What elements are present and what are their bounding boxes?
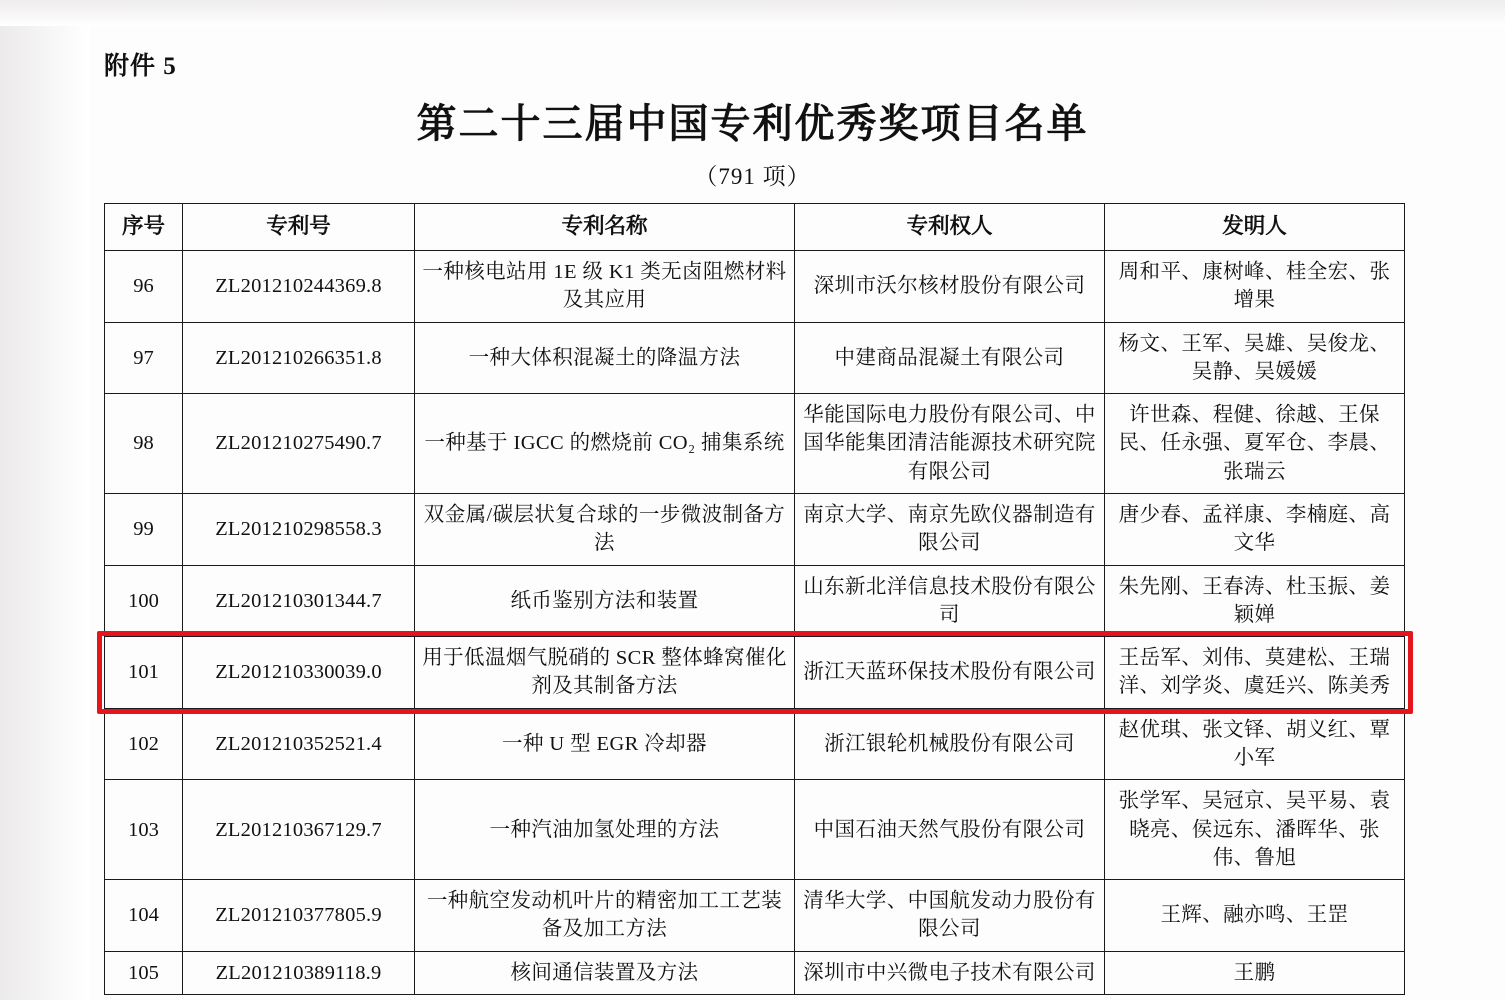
cell-patent-id: ZL201210244369.8 — [183, 251, 415, 323]
cell-inventors: 王鹏 — [1105, 951, 1405, 994]
table-row — [105, 493, 1405, 565]
cell-owner: 清华大学、中国航发动力股份有限公司 — [795, 880, 1105, 952]
table-row — [105, 322, 1405, 394]
cell-owner: 南京大学、南京先欧仪器制造有限公司 — [795, 493, 1105, 565]
attachment-label: 附件 5 — [104, 53, 177, 80]
cell-no: 100 — [105, 565, 183, 637]
table-row — [105, 394, 1405, 494]
cell-inventors: 许世森、程健、徐越、王保民、任永强、夏军仓、李晨、张瑞云 — [1105, 394, 1405, 494]
table-row — [105, 251, 1405, 323]
cell-no: 104 — [105, 880, 183, 952]
cell-inventors: 赵优琪、张文铎、胡义红、覃小军 — [1105, 708, 1405, 780]
cell-no: 98 — [105, 394, 183, 494]
cell-no: 96 — [105, 251, 183, 323]
cell-owner: 深圳市沃尔核材股份有限公司 — [795, 251, 1105, 323]
cell-no: 103 — [105, 780, 183, 880]
cell-owner: 中国石油天然气股份有限公司 — [795, 780, 1105, 880]
cell-no: 105 — [105, 951, 183, 994]
cell-patent-id: ZL201210377805.9 — [183, 880, 415, 952]
cell-owner: 浙江银轮机械股份有限公司 — [795, 708, 1105, 780]
column-header-inventors: 发明人 — [1105, 204, 1405, 251]
cell-owner: 深圳市中兴微电子技术有限公司 — [795, 951, 1105, 994]
cell-owner: 山东新北洋信息技术股份有限公司 — [795, 565, 1105, 637]
cell-inventors: 张学军、吴冠京、吴平易、袁晓亮、侯远东、潘晖华、张伟、鲁旭 — [1105, 780, 1405, 880]
cell-inventors: 王辉、融亦鸣、王罡 — [1105, 880, 1405, 952]
cell-inventors: 王岳军、刘伟、莫建松、王瑞洋、刘学炎、虞廷兴、陈美秀 — [1105, 637, 1405, 709]
cell-inventors: 杨文、王军、吴雄、吴俊龙、吴静、吴媛媛 — [1105, 322, 1405, 394]
cell-no: 99 — [105, 493, 183, 565]
cell-owner: 华能国际电力股份有限公司、中国华能集团清洁能源技术研究院有限公司 — [795, 394, 1105, 494]
column-header-patent-id: 专利号 — [183, 204, 415, 251]
cell-patent-id: ZL201210352521.4 — [183, 708, 415, 780]
page-title: 第二十三届中国专利优秀奖项目名单 — [416, 101, 1089, 146]
table-header-row — [105, 204, 1405, 251]
cell-patent-id: ZL201210330039.0 — [183, 637, 415, 709]
cell-patent-id: ZL201210301344.7 — [183, 565, 415, 637]
cell-patent-id: ZL201210389118.9 — [183, 951, 415, 994]
cell-patent-name: 一种基于 IGCC 的燃烧前 CO₂ 捕集系统 — [415, 394, 795, 494]
table-row — [105, 565, 1405, 637]
cell-patent-name: 用于低温烟气脱硝的 SCR 整体蜂窝催化剂及其制备方法 — [415, 637, 795, 709]
cell-patent-name: 纸币鉴别方法和装置 — [415, 565, 795, 637]
scan-edge-shadow-left — [0, 0, 90, 1000]
cell-patent-id: ZL201210275490.7 — [183, 394, 415, 494]
cell-patent-name: 一种汽油加氢处理的方法 — [415, 780, 795, 880]
table-row — [105, 951, 1405, 994]
cell-patent-name: 一种大体积混凝土的降温方法 — [415, 322, 795, 394]
table-row — [105, 708, 1405, 780]
cell-no: 101 — [105, 637, 183, 709]
patent-list-table — [104, 203, 1405, 995]
cell-patent-id: ZL201210298558.3 — [183, 493, 415, 565]
cell-inventors: 唐少春、孟祥康、李楠庭、高文华 — [1105, 493, 1405, 565]
cell-no: 97 — [105, 322, 183, 394]
cell-inventors: 朱先刚、王春涛、杜玉振、姜颖婵 — [1105, 565, 1405, 637]
cell-patent-id: ZL201210266351.8 — [183, 322, 415, 394]
column-header-no: 序号 — [105, 204, 183, 251]
table-row-highlighted — [105, 637, 1405, 709]
scan-edge-shadow-top — [0, 0, 1505, 26]
cell-owner: 浙江天蓝环保技术股份有限公司 — [795, 637, 1105, 709]
table-row — [105, 880, 1405, 952]
column-header-owner: 专利权人 — [795, 204, 1105, 251]
cell-patent-id: ZL201210367129.7 — [183, 780, 415, 880]
page-subtitle: （791 项） — [694, 164, 811, 189]
cell-no: 102 — [105, 708, 183, 780]
table-row — [105, 780, 1405, 880]
cell-patent-name: 一种 U 型 EGR 冷却器 — [415, 708, 795, 780]
cell-patent-name: 一种核电站用 1E 级 K1 类无卤阻燃材料及其应用 — [415, 251, 795, 323]
cell-patent-name: 一种航空发动机叶片的精密加工工艺装备及加工方法 — [415, 880, 795, 952]
cell-patent-name: 核间通信装置及方法 — [415, 951, 795, 994]
cell-patent-name: 双金属/碳层状复合球的一步微波制备方法 — [415, 493, 795, 565]
cell-owner: 中建商品混凝土有限公司 — [795, 322, 1105, 394]
cell-inventors: 周和平、康树峰、桂全宏、张增果 — [1105, 251, 1405, 323]
patent-list-table-wrapper — [104, 203, 1404, 995]
column-header-patent-name: 专利名称 — [415, 204, 795, 251]
